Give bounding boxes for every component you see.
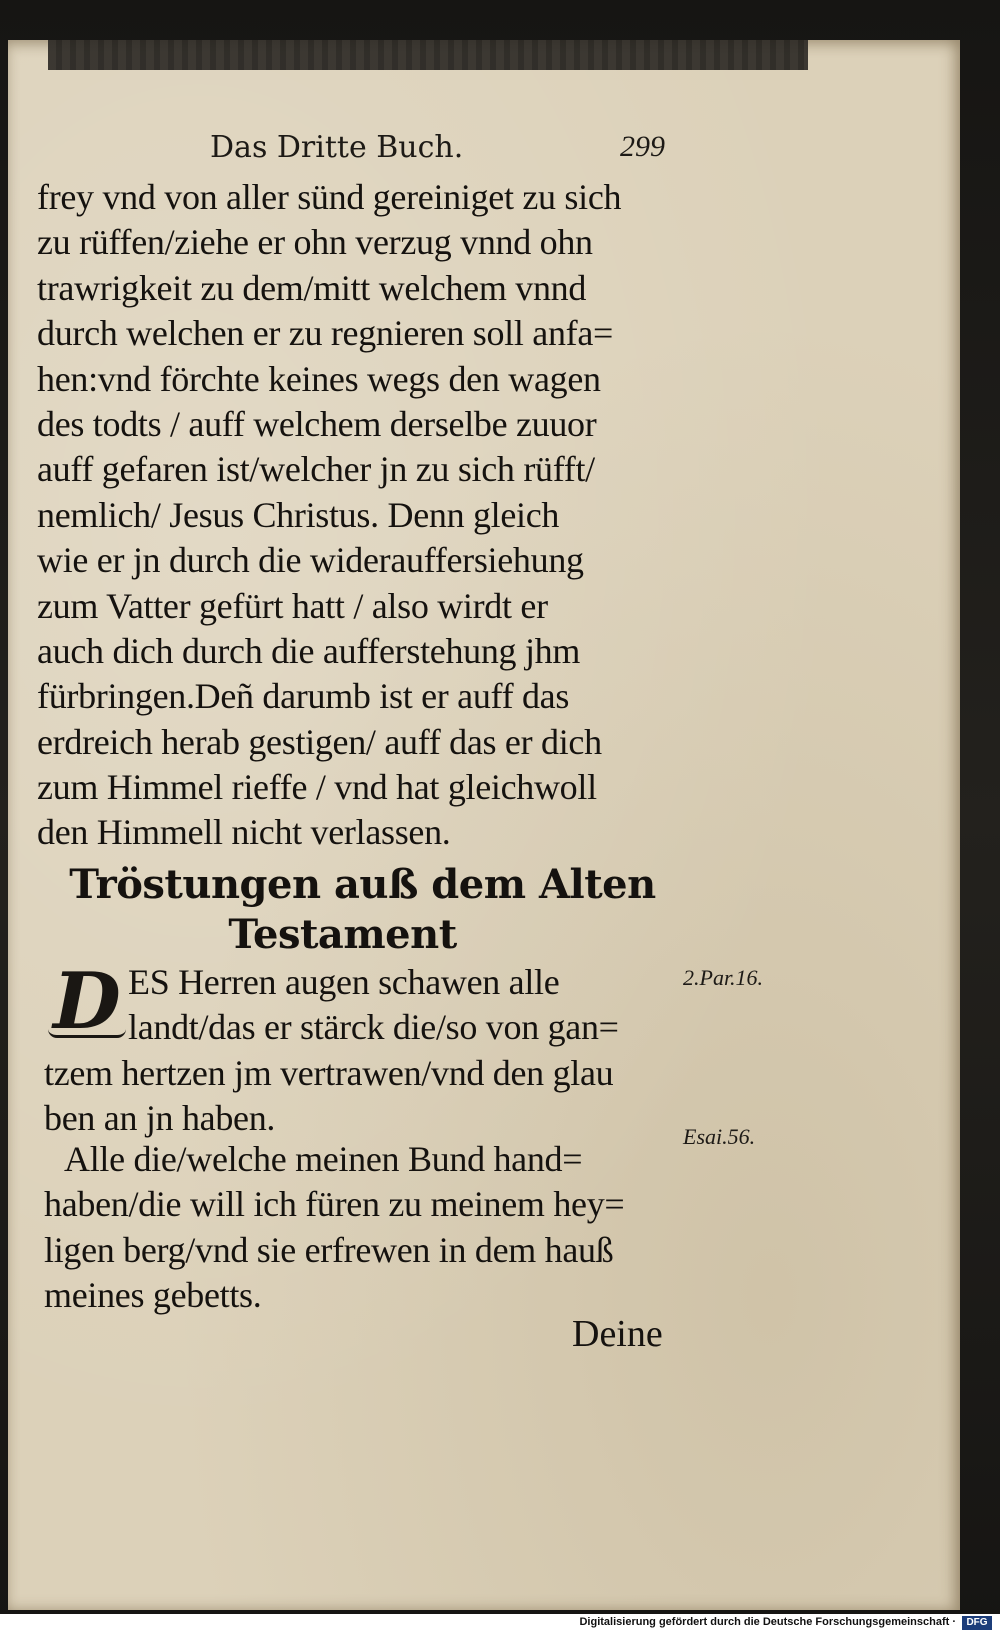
page-number: 299 [620,130,665,163]
margin-note-reference: Esai.56. [683,1124,756,1149]
text-line: den Himmell nicht verlassen. [37,812,451,853]
paragraph-2 [44,1137,694,1319]
text-line: tzem hertzen jm vertrawen/vnd den glau [44,1052,614,1093]
margin-note-reference: 2.Par.16. [683,965,764,990]
previous-page-edge [48,40,808,70]
text-line: hen:vnd förchte keines wegs den wagen [37,358,601,399]
text-line: Alle die/welche meinen Bund hand= [64,1139,583,1179]
text-line: fürbringen.Deñ darumb ist er auff das [37,676,570,717]
text-line: zu rüffen/ziehe er ohn verzug vnnd ohn [37,222,593,263]
text-line: meines gebetts. [44,1275,262,1316]
text-line: trawrigkeit zu dem/mitt welchem vnnd [37,267,587,308]
text-line: landt/das er stärck die/so von gan= [128,1007,619,1048]
text-line: wie er jn durch die widerauffersiehung [37,540,584,581]
text-line: durch welchen er zu regnieren soll anfa= [37,313,614,354]
catchword: Deine [572,1313,663,1355]
text-line: auch dich durch die aufferstehung jhm [37,630,581,671]
text-line: des todts / auff welchem derselbe zuuor [37,403,597,444]
paragraph-1 [44,960,694,1142]
text-line: erdreich herab gestigen/ auff das er dich [37,721,602,762]
text-line: haben/die will ich füren zu meinem hey= [44,1184,625,1225]
text-line: nemlich/ Jesus Christus. Denn gleich [37,494,560,535]
text-line: ES Herren augen schawen alle [128,962,560,1002]
body-text [37,175,702,856]
text-line: ligen berg/vnd sie erfrewen in dem hauß [44,1229,614,1270]
funding-credit: Digitalisierung gefördert durch die Deutsche Forschungsgemeinschaft · [579,1616,956,1628]
section-heading-line-2: Testament [228,911,457,958]
text-line: zum Himmel rieffe / vnd hat gleichwoll [37,767,597,808]
dfg-logo: DFG [962,1616,992,1630]
running-head: Das Dritte Buch. [210,130,464,165]
text-line: frey vnd von aller sünd gereiniget zu sich [37,177,622,217]
text-line: auff gefaren ist/welcher jn zu sich rüfft/ [37,449,595,490]
drop-cap: D [44,962,130,1042]
text-line: ben an jn haben. [44,1098,276,1139]
text-line: zum Vatter gefürt hatt / also wirdt er [37,585,548,626]
section-heading-line-1: Tröstungen auß dem Alten [69,861,656,908]
